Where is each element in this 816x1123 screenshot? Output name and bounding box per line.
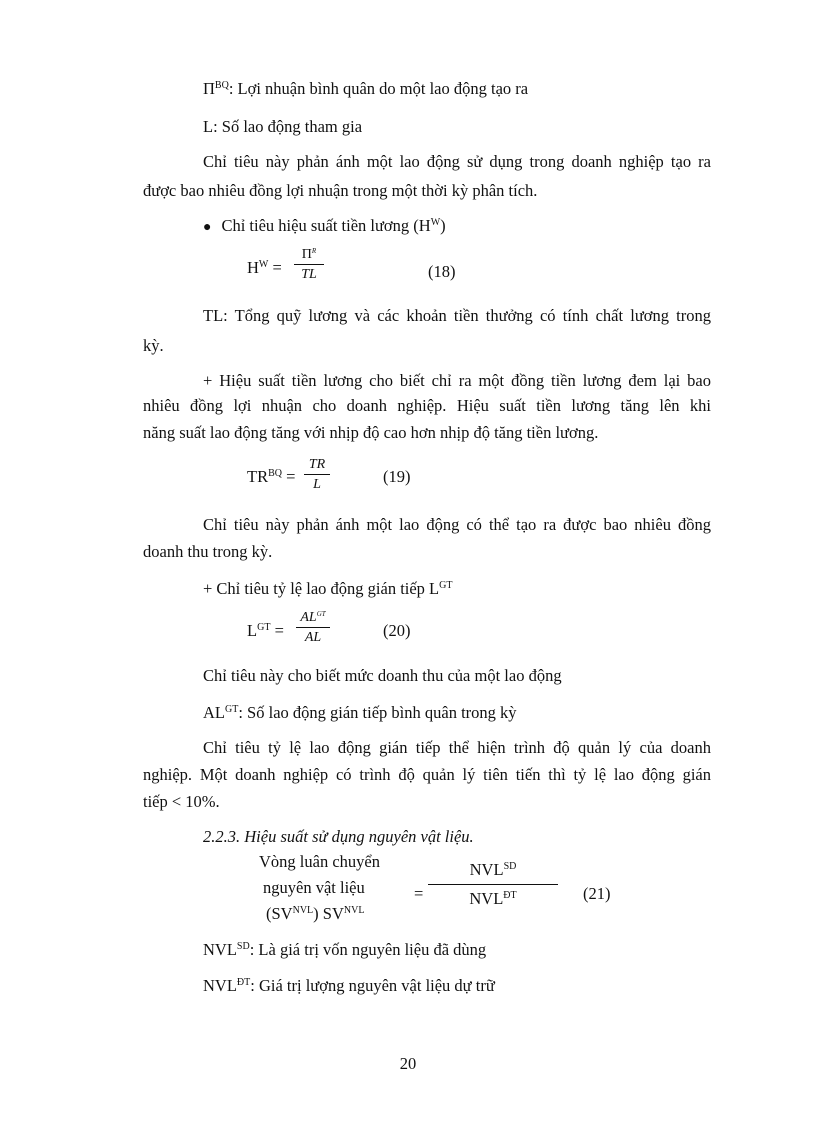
- equals: =: [282, 467, 296, 486]
- paragraph-line: nghiệp. Một doanh nghiệp có trình độ quản lý tiên tiến thì tỷ lệ lao động gián: [143, 765, 711, 784]
- definition-text: : Giá trị lượng nguyên vật liệu dự trữ: [250, 976, 495, 995]
- paragraph-line: TL: Tổng quỹ lương và các khoản tiền thưởng có tính chất lương trong: [203, 306, 711, 325]
- lhs: TR: [247, 467, 269, 486]
- symbol: NVL: [203, 976, 237, 995]
- page-number: 20: [399, 1054, 417, 1073]
- equals: =: [268, 258, 282, 277]
- equation-21-label-line2: nguyên vật liệu: [263, 878, 365, 897]
- label-part: ) SV: [313, 904, 344, 923]
- superscript: GT: [439, 580, 453, 591]
- paragraph-line: năng suất lao động tăng với nhịp độ cao hơn nhịp độ tăng tiền lương.: [143, 423, 599, 442]
- definition-text: : Số lao động gián tiếp bình quân trong kỳ: [238, 703, 517, 722]
- equation-21-equals: =: [414, 884, 424, 903]
- denominator: AL: [296, 627, 330, 646]
- superscript: NVL: [343, 905, 365, 916]
- paragraph-line: doanh thu trong kỳ.: [143, 542, 273, 561]
- superscript: GT: [316, 610, 326, 618]
- section-heading: 2.2.3. Hiệu suất sử dụng nguyên vật liệu.: [203, 827, 474, 846]
- fraction-bar: [428, 884, 558, 885]
- numerator: [428, 860, 558, 880]
- paragraph-line: + Hiệu suất tiền lương cho biết chỉ ra một đồng tiền lương đem lại bao: [203, 371, 711, 390]
- paragraph-line: tiếp < 10%.: [143, 792, 220, 811]
- numerator: TR: [308, 457, 326, 472]
- bullet-close: ): [440, 216, 446, 235]
- equation-21-fraction: [428, 860, 558, 909]
- superscript: W: [430, 217, 441, 228]
- denominator: [428, 889, 558, 909]
- num-text: Π: [301, 247, 312, 262]
- equation-19-number: (19): [383, 467, 411, 486]
- definition-text: : Lợi nhuận bình quân do một lao động tạo ra: [228, 79, 529, 98]
- paragraph-line: nhiêu đồng lợi nhuận cho doanh nghiệp. Hiệu suất tiền lương tăng lên khi: [143, 396, 711, 415]
- definition-al-gt: [203, 703, 517, 723]
- equation-18-fraction: [294, 246, 324, 283]
- paragraph-line: Chỉ tiêu này phản ánh một lao động có thể tạo ra được bao nhiêu đồng: [203, 515, 711, 534]
- definition-text: : Là giá trị vốn nguyên liệu đã dùng: [249, 940, 487, 959]
- den-text: NVL: [469, 889, 504, 908]
- superscript: W: [258, 259, 269, 270]
- label-part: (SV: [266, 904, 293, 923]
- superscript: ĐT: [236, 977, 251, 988]
- paragraph-line: Chỉ tiêu tỷ lệ lao động gián tiếp thể hiện trình độ quản lý của doanh: [203, 738, 711, 757]
- bullet-icon: ●: [203, 220, 212, 235]
- superscript: SD: [236, 941, 250, 952]
- superscript: R: [311, 247, 317, 255]
- definition-nvl-dt: [203, 976, 495, 996]
- equation-20-number: (20): [383, 621, 411, 640]
- paragraph-line: Chỉ tiêu này cho biết mức doanh thu của một lao động: [203, 666, 562, 685]
- symbol: AL: [203, 703, 225, 722]
- superscript: BQ: [214, 80, 229, 91]
- text: + Chỉ tiêu tỷ lệ lao động gián tiếp L: [203, 579, 440, 598]
- equation-21-label-line3: [266, 904, 364, 924]
- paragraph-line: [203, 579, 452, 599]
- symbol: Π: [203, 79, 215, 98]
- denominator: TL: [294, 264, 324, 283]
- num-text: NVL: [469, 860, 504, 879]
- superscript: GT: [225, 704, 239, 715]
- equation-19-lhs: [247, 467, 295, 487]
- equation-18-lhs: [247, 258, 282, 278]
- definition-nvl-sd: [203, 940, 486, 960]
- lhs: H: [247, 258, 259, 277]
- paragraph-line: được bao nhiêu đồng lợi nhuận trong một thời kỳ phân tích.: [143, 181, 538, 200]
- equation-19-fraction: [304, 456, 330, 493]
- num-text: AL: [300, 610, 317, 625]
- superscript: NVL: [292, 905, 314, 916]
- superscript: ĐT: [503, 890, 517, 901]
- numerator: [294, 246, 324, 264]
- equals: =: [270, 621, 284, 640]
- bullet-item: [203, 216, 446, 238]
- bullet-text: Chỉ tiêu hiệu suất tiền lương (H: [221, 216, 431, 235]
- denominator: L: [304, 474, 330, 493]
- definition-pi-bq: [203, 79, 528, 99]
- paragraph-line: kỳ.: [143, 336, 164, 355]
- equation-21-label-line1: Vòng luân chuyển: [259, 852, 380, 871]
- equation-21-number: (21): [583, 884, 611, 903]
- equation-20-fraction: [296, 609, 330, 646]
- symbol: NVL: [203, 940, 237, 959]
- lhs: L: [247, 621, 258, 640]
- equation-18-number: (18): [428, 262, 456, 281]
- definition-l: L: Số lao động tham gia: [203, 117, 363, 136]
- superscript: GT: [257, 622, 271, 633]
- paragraph-line: Chỉ tiêu này phản ánh một lao động sử dụng trong doanh nghiệp tạo ra: [203, 152, 711, 171]
- equation-20-lhs: [247, 621, 284, 641]
- superscript: BQ: [268, 468, 282, 479]
- numerator: [296, 609, 330, 627]
- superscript: SD: [503, 861, 517, 872]
